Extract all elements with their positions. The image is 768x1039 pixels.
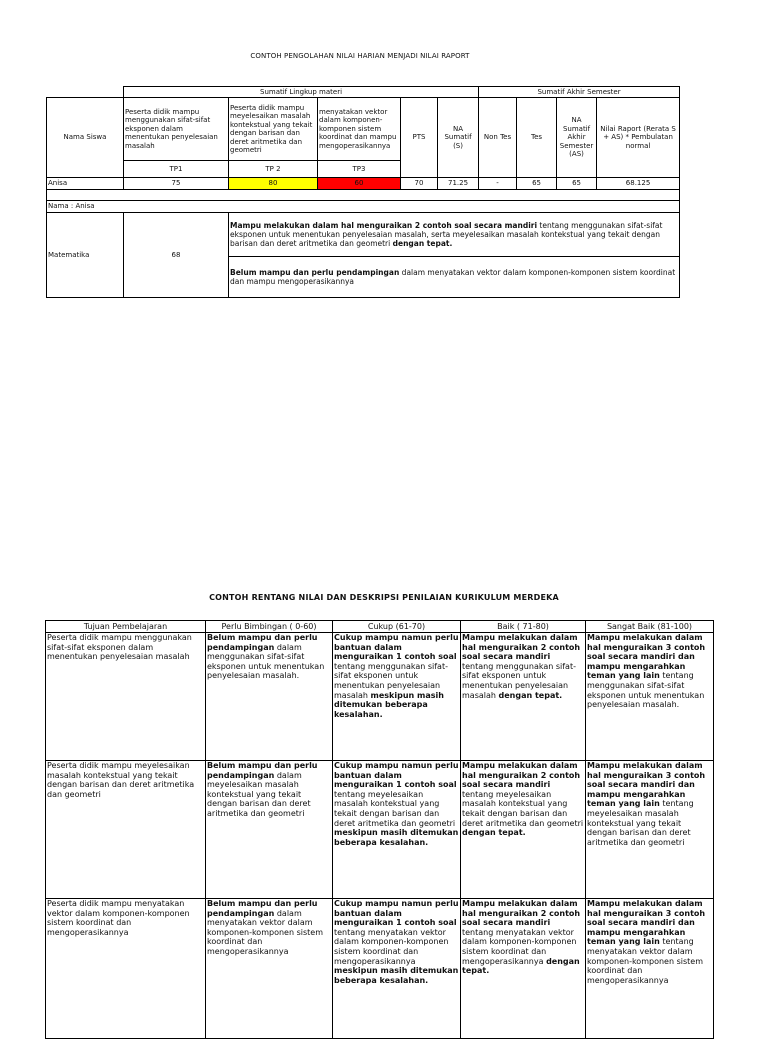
grade-processing-table [46,86,680,298]
description-strength [229,213,680,257]
baik-cell [461,899,586,1039]
desc2-bold: Belum mampu dan perlu pendampingan [230,268,400,277]
pb-bold: Belum mampu dan perlu pendampingan [207,761,318,780]
document-title: CONTOH PENGOLAHAN NILAI HARIAN MENJADI NILAI RAPORT [250,52,470,60]
tp1-score: 75 [124,178,229,190]
pb-bold: Belum mampu dan perlu pendampingan [207,633,318,652]
description-weakness [229,257,680,298]
ck-bold2: meskipun masih ditemukan beberapa kesalahan. [334,828,459,847]
group-sumatif-header: Sumatif Lingkup materi [124,87,479,98]
ck-bold: Cukup mampu namun perlu bantuan dalam menguraikan 1 contoh soal [334,899,459,928]
tp3-label: TP3 [318,161,401,178]
nilai-raport-header: Nilai Raport (Rerata S + AS) * Pembulatan normal [597,98,680,178]
non-tes-header: Non Tes [479,98,517,178]
spacer-row [47,190,680,201]
tes-header: Tes [517,98,557,178]
bk-text: tentang menyatakan vektor dalam komponen-komponen sistem koordinat dan mengoperasikannya [462,927,577,966]
cukup-cell [333,899,461,1039]
pb-text: dalam meyelesaikan masalah kontekstual yang tekait dengan barisan dan deret aritmetika dan geometri [207,770,311,818]
desc1-end: dengan tepat. [392,239,453,248]
pb-text: dalam menyatakan vektor dalam komponen-komponen sistem koordinat dan mengoperasikannya [207,908,323,956]
section-title: CONTOH RENTANG NILAI DAN DESKRIPSI PENILAIAN KURIKULUM MERDEKA [209,593,559,602]
subject-grade: 68 [124,213,229,298]
tp2-score: 80 [229,178,318,190]
student-name: Anisa [47,178,124,190]
sb-bold: Mampu melakukan dalam hal menguraikan 3 contoh soal secara mandiri dan mampu mengarahkan teman yang lain [587,899,706,947]
tujuan-cell: Peserta didik mampu menggunakan sifat-sifat eksponen dalam menentukan penyelesaian masalah [46,633,206,761]
tp1-label: TP1 [124,161,229,178]
na-akhir-score: 65 [557,178,597,190]
tp3-score: 60 [318,178,401,190]
pts-header: PTS [401,98,438,178]
pb-text: dalam menggunakan sifat-sifat eksponen untuk menentukan penyelesaian masalah. [207,642,325,681]
header-baik: Baik ( 71-80) [461,621,586,633]
bk-bold2: dengan tepat. [498,690,563,700]
desc2-text: dalam menyatakan vektor dalam komponen-komponen sistem koordinat dan mampu mengoperasikannya [230,268,676,286]
desc1-bold: Mampu melakukan dalam hal menguraikan 2 contoh soal secara mandiri [230,221,538,230]
tp2-label: TP 2 [229,161,318,178]
tp3-description: menyatakan vektor dalam komponen-komponen sistem koordinat dan mampu mengoperasikannya [318,98,401,161]
sb-bold: Mampu melakukan dalam hal menguraikan 3 contoh soal secara mandiri dan mampu mengarahkan teman yang lain [587,633,706,681]
perlu-bimbingan-cell [206,633,333,761]
perlu-bimbingan-cell [206,899,333,1039]
perlu-bimbingan-cell [206,761,333,899]
bk-bold2: dengan tepat. [462,828,526,838]
sb-text: tentang meyelesaikan masalah kontekstual yang tekait dengan barisan dan deret aritmetika dan geometri [587,799,694,847]
rubric-table [45,620,714,1039]
tp1-description: Peserta didik mampu menggunakan sifat-sifat eksponen dalam menentukan penyelesaian masalah [124,98,229,161]
na-sumatif-header: NA Sumatif (S) [438,98,479,178]
student-name-line: Nama : Anisa [47,201,680,213]
ck-text: tentang menggunakan sifat-sifat eksponen untuk menentukan penyelesaian masalah [334,661,448,700]
sangat-baik-cell [586,899,714,1039]
sb-text: tentang menyatakan vektor dalam komponen-komponen sistem koordinat dan mengoperasikannya [587,937,703,985]
ck-bold: Cukup mampu namun perlu bantuan dalam menguraikan 1 contoh soal [334,761,459,790]
ck-text: tentang meyelesaikan masalah kontekstual yang tekait dengan barisan dan deret aritmetika dan geometri [334,789,456,828]
tujuan-cell: Peserta didik mampu menyatakan vektor dalam komponen-komponen sistem koordinat dan mengoperasikannya [46,899,206,1039]
table-row [46,899,714,1039]
ck-bold: Cukup mampu namun perlu bantuan dalam menguraikan 1 contoh soal [334,633,459,662]
header-perlu-bimbingan: Perlu Bimbingan ( 0-60) [206,621,333,633]
baik-cell [461,761,586,899]
table-row [47,178,680,190]
table-row [46,633,714,761]
tes-score: 65 [517,178,557,190]
bk-text: tentang menggunakan sifat-sifat eksponen untuk menentukan penyelesaian masalah [462,661,576,700]
tujuan-cell: Peserta didik mampu meyelesaikan masalah kontekstual yang tekait dengan barisan dan deret aritmetika dan geometri [46,761,206,899]
blank-corner [47,87,124,98]
baik-cell [461,633,586,761]
pts-score: 70 [401,178,438,190]
non-tes-score: - [479,178,517,190]
sangat-baik-cell [586,761,714,899]
ck-bold2: meskipun masih ditemukan beberapa kesalahan. [334,690,444,719]
subject-name: Matematika [47,213,124,298]
sb-bold: Mampu melakukan dalam hal menguraikan 3 contoh soal secara mandiri dan mampu mengarahkan teman yang lain [587,761,706,809]
bk-text: tentang meyelesaikan masalah kontekstual yang tekait dengan barisan dan deret aritmetika dan geometri [462,789,584,828]
group-akhir-header: Sumatif Akhir Semester [479,87,680,98]
ck-bold2: meskipun masih ditemukan beberapa kesalahan. [334,966,459,985]
header-tujuan: Tujuan Pembelajaran [46,621,206,633]
pb-bold: Belum mampu dan perlu pendampingan [207,899,318,918]
bk-bold2: dengan tepat. [462,956,580,976]
na-akhir-header: NA Sumatif Akhir Semester (AS) [557,98,597,178]
nama-siswa-header: Nama Siswa [47,98,124,178]
bk-bold: Mampu melakukan dalam hal menguraikan 2 contoh soal secara mandiri [462,899,581,928]
cukup-cell [333,633,461,761]
sb-text: tentang menggunakan sifat-sifat eksponen untuk menentukan penyelesaian masalah. [587,671,705,710]
raport-score: 68.125 [597,178,680,190]
sangat-baik-cell [586,633,714,761]
bk-bold: Mampu melakukan dalam hal menguraikan 2 contoh soal secara mandiri [462,633,581,662]
ck-text: tentang menyatakan vektor dalam komponen-komponen sistem koordinat dan mengoperasikannya [334,927,449,966]
na-sumatif-score: 71.25 [438,178,479,190]
tp2-description: Peserta didik mampu meyelesaikan masalah kontekstual yang tekait dengan barisan dan deret aritmetika dan geometri [229,98,318,161]
header-cukup: Cukup (61-70) [333,621,461,633]
table-row [46,761,714,899]
header-sangat-baik: Sangat Baik (81-100) [586,621,714,633]
cukup-cell [333,761,461,899]
bk-bold: Mampu melakukan dalam hal menguraikan 2 contoh soal secara mandiri [462,761,581,790]
desc1-text: tentang menggunakan sifat-sifat eksponen untuk menentukan penyelesaian masalah, serta meyelesaikan masalah kontekstual yang tekait dengan barisan dan deret aritmetika dan geometri [230,221,663,248]
